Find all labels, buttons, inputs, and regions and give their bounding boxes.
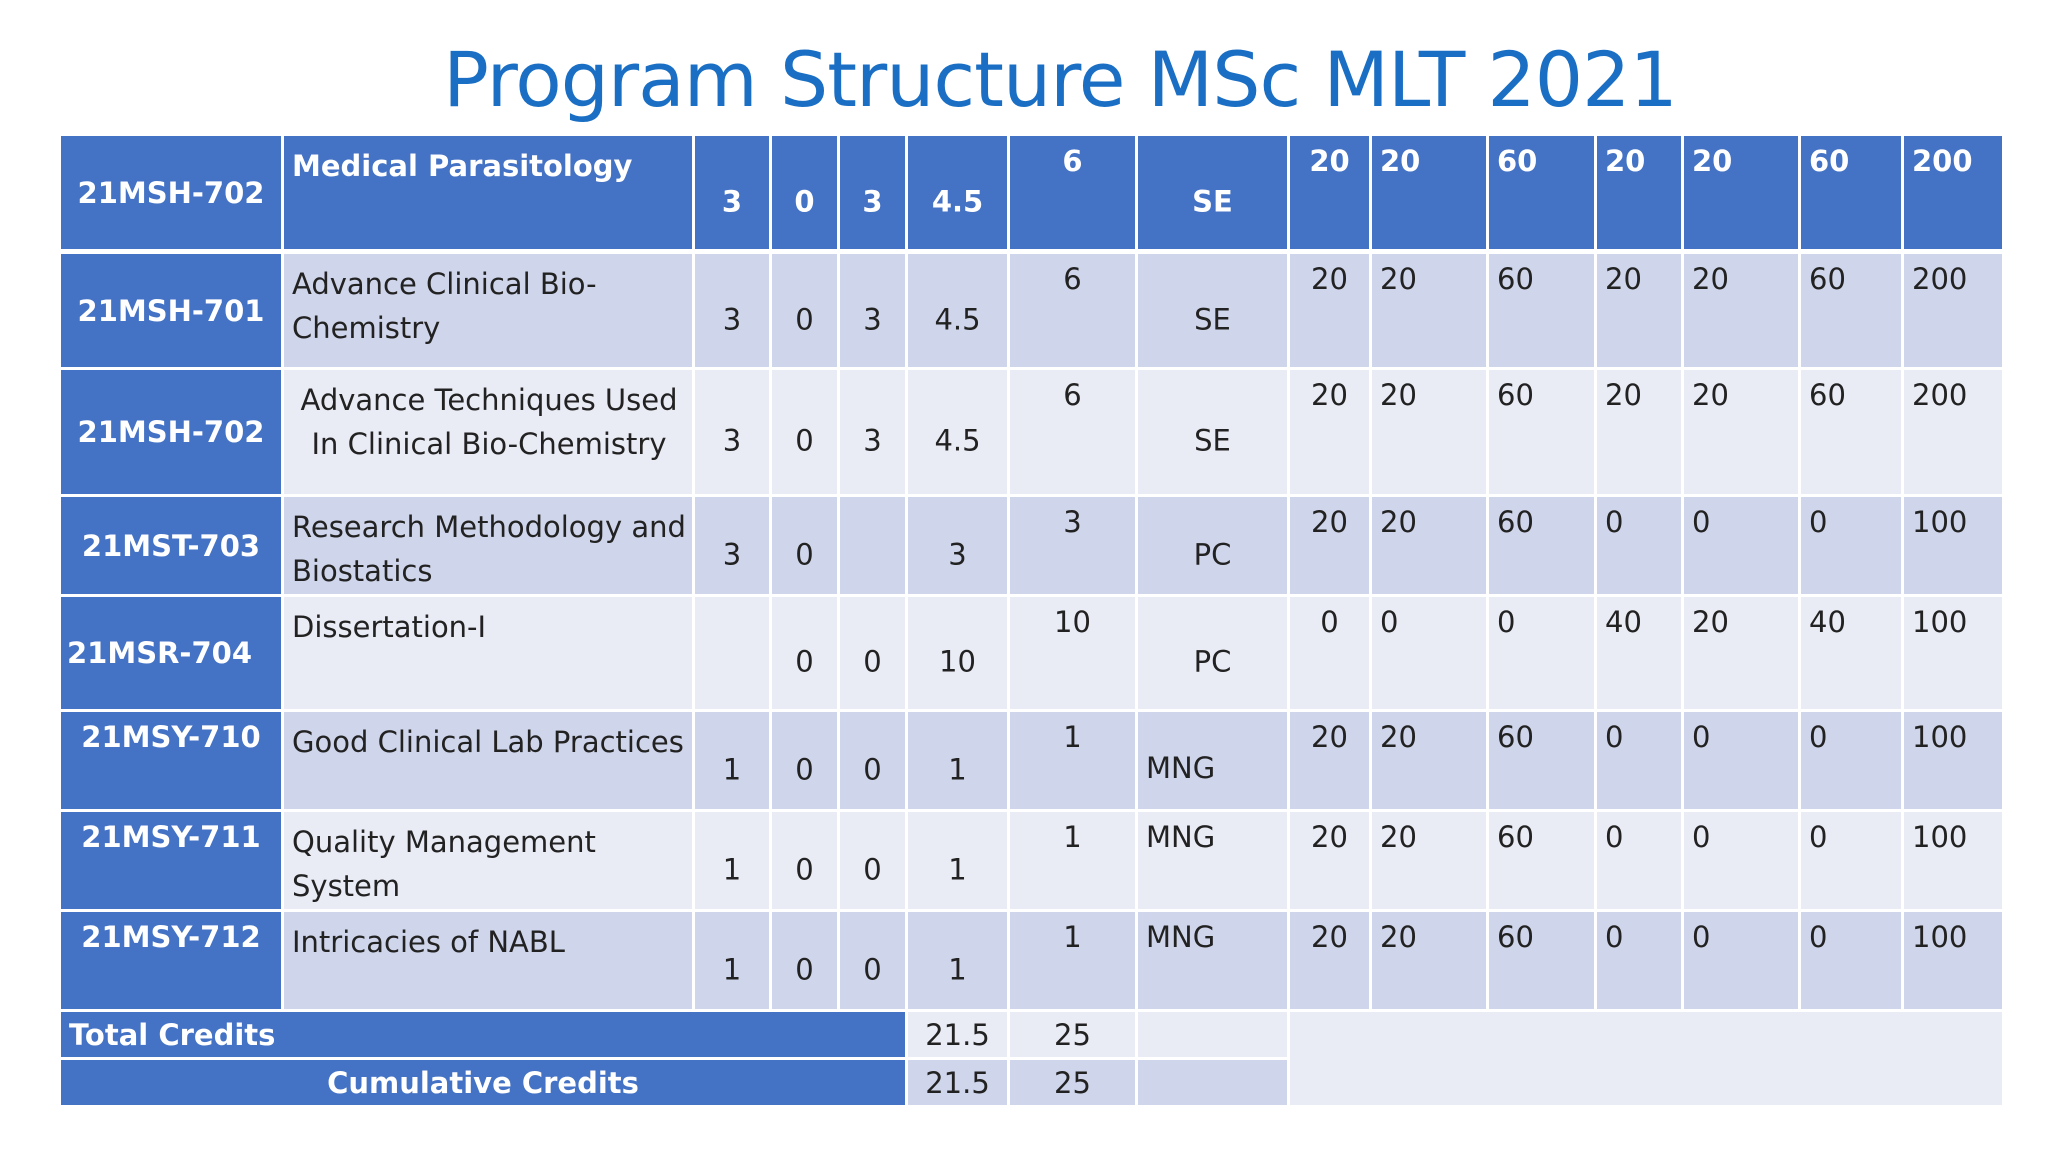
cell-c: 60 (1488, 252, 1596, 369)
cell-d: 40 (1596, 596, 1683, 711)
cumulative-empty-cell (1137, 1059, 1289, 1107)
cell-total: 100 (1903, 811, 2004, 911)
cell-c: 60 (1488, 711, 1596, 811)
cell-credits: 1 (907, 911, 1009, 1011)
course-name: Dissertation-I (283, 596, 694, 711)
footer-blank-area (1289, 1011, 2004, 1107)
cell-f: 0 (1800, 711, 1903, 811)
cell-p: 0 (839, 911, 907, 1011)
cell-b: 0 (1371, 596, 1488, 711)
cell-t: 0 (771, 496, 839, 596)
cell-hours: 10 (1009, 596, 1137, 711)
cell-hours: 6 (1009, 369, 1137, 496)
cell-d: 0 (1596, 911, 1683, 1011)
cell-c: 60 (1488, 496, 1596, 596)
cell-f: 0 (1800, 496, 1903, 596)
cell-credits: 4.5 (907, 252, 1009, 369)
course-code: 21MST-703 (60, 496, 283, 596)
program-structure-table (58, 133, 2005, 1108)
cell-l: 1 (694, 911, 771, 1011)
cell-type: SE (1137, 369, 1289, 496)
cell-f: 60 (1800, 369, 1903, 496)
course-code: 21MSY-710 (60, 711, 283, 811)
cell-p: 0 (839, 811, 907, 911)
course-code: 21MSH-702 (60, 369, 283, 496)
cell-a: 20 (1289, 496, 1371, 596)
cell-l: 1 (694, 711, 771, 811)
cell-a: 20 (1289, 711, 1371, 811)
cell-l: 3 (694, 369, 771, 496)
cell-d: 0 (1596, 711, 1683, 811)
cell-credits: 10 (907, 596, 1009, 711)
cell-hours: 1 (1009, 911, 1137, 1011)
cell-c: 60 (1488, 911, 1596, 1011)
cell-a: 20 (1289, 135, 1371, 252)
total-credits-row (60, 1011, 2004, 1059)
cell-f: 40 (1800, 596, 1903, 711)
cell-t: 0 (771, 369, 839, 496)
cell-t: 0 (771, 596, 839, 711)
cell-b: 20 (1371, 496, 1488, 596)
page-title: Program Structure MSc MLT 2021 (443, 35, 1677, 124)
cell-p: 0 (839, 596, 907, 711)
table-row (60, 811, 2004, 911)
table-row (60, 711, 2004, 811)
cell-e: 0 (1683, 911, 1800, 1011)
table-row (60, 596, 2004, 711)
cell-f: 60 (1800, 252, 1903, 369)
cell-hours: 1 (1009, 711, 1137, 811)
course-name: Research Methodology and Biostatics (283, 496, 694, 596)
cell-total: 100 (1903, 496, 2004, 596)
course-code: 21MSH-702 (60, 135, 283, 252)
cell-e: 20 (1683, 596, 1800, 711)
cell-credits: 1 (907, 711, 1009, 811)
course-code: 21MSH-701 (60, 252, 283, 369)
course-name: Medical Parasitology (283, 135, 694, 252)
cell-e: 20 (1683, 135, 1800, 252)
cell-type: SE (1137, 135, 1289, 252)
course-name: Intricacies of NABL (283, 911, 694, 1011)
cell-t: 0 (771, 711, 839, 811)
cell-l: 1 (694, 811, 771, 911)
cell-a: 20 (1289, 369, 1371, 496)
table-header-row (60, 135, 2004, 252)
table-row (60, 496, 2004, 596)
cell-p: 3 (839, 135, 907, 252)
cell-a: 20 (1289, 911, 1371, 1011)
course-code: 21MSR-704 (60, 596, 283, 711)
cell-b: 20 (1371, 911, 1488, 1011)
cell-d: 0 (1596, 811, 1683, 911)
cumulative-hours-value: 25 (1009, 1059, 1137, 1107)
cell-c: 60 (1488, 369, 1596, 496)
cell-c: 60 (1488, 135, 1596, 252)
course-code: 21MSY-711 (60, 811, 283, 911)
table-row (60, 252, 2004, 369)
cell-c: 0 (1488, 596, 1596, 711)
cell-total: 200 (1903, 252, 2004, 369)
cell-hours: 6 (1009, 135, 1137, 252)
cell-hours: 6 (1009, 252, 1137, 369)
cell-credits: 4.5 (907, 369, 1009, 496)
cell-total: 200 (1903, 135, 2004, 252)
cell-a: 20 (1289, 811, 1371, 911)
cell-t: 0 (771, 252, 839, 369)
course-name: Advance Clinical Bio-Chemistry (283, 252, 694, 369)
cell-b: 20 (1371, 369, 1488, 496)
cell-hours: 3 (1009, 496, 1137, 596)
course-code: 21MSY-712 (60, 911, 283, 1011)
cell-p (839, 496, 907, 596)
cell-type: PC (1137, 496, 1289, 596)
cell-c: 60 (1488, 811, 1596, 911)
cell-total: 200 (1903, 369, 2004, 496)
course-name: Advance Techniques Used In Clinical Bio-Chemistry (283, 369, 694, 496)
cell-type: MNG (1137, 711, 1289, 811)
cell-t: 0 (771, 135, 839, 252)
cell-e: 0 (1683, 496, 1800, 596)
cell-b: 20 (1371, 252, 1488, 369)
cell-a: 0 (1289, 596, 1371, 711)
cell-t: 0 (771, 911, 839, 1011)
cell-f: 60 (1800, 135, 1903, 252)
cell-l: 3 (694, 252, 771, 369)
cell-l: 3 (694, 135, 771, 252)
cell-b: 20 (1371, 135, 1488, 252)
cell-a: 20 (1289, 252, 1371, 369)
cell-p: 0 (839, 711, 907, 811)
cell-l (694, 596, 771, 711)
cell-f: 0 (1800, 911, 1903, 1011)
cell-p: 3 (839, 252, 907, 369)
cell-total: 100 (1903, 711, 2004, 811)
cell-e: 20 (1683, 252, 1800, 369)
cell-d: 0 (1596, 496, 1683, 596)
cell-d: 20 (1596, 135, 1683, 252)
total-hours-value: 25 (1009, 1011, 1137, 1059)
cell-d: 20 (1596, 369, 1683, 496)
cell-type: SE (1137, 252, 1289, 369)
cell-hours: 1 (1009, 811, 1137, 911)
cell-b: 20 (1371, 711, 1488, 811)
cumulative-credits-label: Cumulative Credits (60, 1059, 907, 1107)
cell-e: 20 (1683, 369, 1800, 496)
total-empty-cell (1137, 1011, 1289, 1059)
cell-type: MNG (1137, 811, 1289, 911)
course-name: Good Clinical Lab Practices (283, 711, 694, 811)
total-credits-label: Total Credits (60, 1011, 907, 1059)
cell-credits: 3 (907, 496, 1009, 596)
cumulative-credits-value: 21.5 (907, 1059, 1009, 1107)
cell-total: 100 (1903, 911, 2004, 1011)
cell-f: 0 (1800, 811, 1903, 911)
table-row (60, 369, 2004, 496)
cell-p: 3 (839, 369, 907, 496)
cell-d: 20 (1596, 252, 1683, 369)
cell-type: MNG (1137, 911, 1289, 1011)
cell-l: 3 (694, 496, 771, 596)
cell-b: 20 (1371, 811, 1488, 911)
cell-e: 0 (1683, 711, 1800, 811)
cell-credits: 1 (907, 811, 1009, 911)
cell-type: PC (1137, 596, 1289, 711)
cell-t: 0 (771, 811, 839, 911)
course-name: Quality Management System (283, 811, 694, 911)
cell-credits: 4.5 (907, 135, 1009, 252)
total-credits-value: 21.5 (907, 1011, 1009, 1059)
cell-total: 100 (1903, 596, 2004, 711)
table-row (60, 911, 2004, 1011)
cell-e: 0 (1683, 811, 1800, 911)
